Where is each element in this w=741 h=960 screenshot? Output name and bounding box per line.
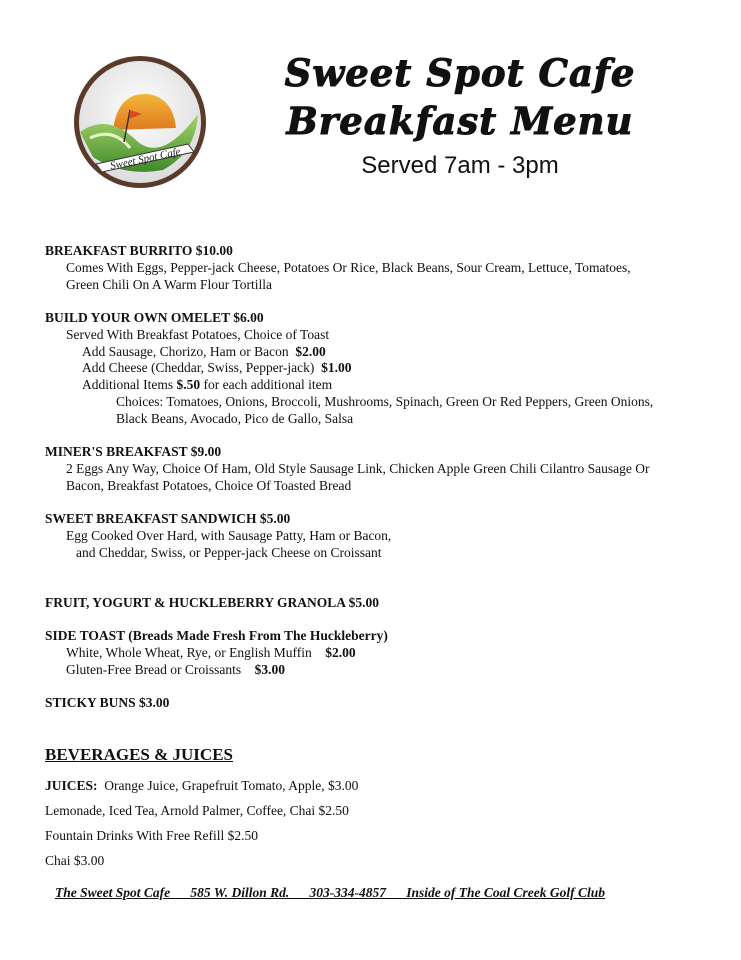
beverages-heading: BEVERAGES & JUICES [45, 745, 233, 764]
omelet-choices-2: Black Beans, Avocado, Pico de Gallo, Salsa [116, 411, 354, 426]
cafe-logo [68, 52, 213, 192]
footer-info: The Sweet Spot Cafe 585 W. Dillon Rd. 303-334-4857 Inside of The Coal Creek Golf Club [55, 885, 606, 900]
cafe-title: Sweet Spot Cafe [284, 51, 636, 95]
item-sticky-title: STICKY BUNS $3.00 [45, 695, 170, 710]
menu-title: Breakfast Menu [286, 99, 634, 143]
omelet-addon-additional [82, 377, 332, 393]
addon-meat-price: $2.00 [295, 344, 326, 359]
juices-label: JUICES: [45, 778, 98, 793]
item-sandwich-title: SWEET BREAKFAST SANDWICH $5.00 [45, 511, 291, 526]
item-sandwich-desc-2: and Cheddar, Swiss, or Pepper-jack Cheese on Croissant [76, 545, 382, 560]
toast-option-2-price: $3.00 [254, 662, 285, 677]
toast-option-1-text: White, Whole Wheat, Rye, or English Muffin [66, 645, 312, 660]
item-burrito-desc-2: Green Chili On A Warm Flour Tortilla [66, 277, 272, 292]
juices-text: Orange Juice, Grapefruit Tomato, Apple, $3.00 [104, 778, 359, 793]
logo-text: Sweet Spot Cafe [109, 145, 182, 173]
item-omelet-desc: Served With Breakfast Potatoes, Choice of Toast [66, 327, 330, 342]
item-miners-title: MINER'S BREAKFAST $9.00 [45, 444, 222, 459]
addon-meat-text: Add Sausage, Chorizo, Ham or Bacon [82, 344, 289, 359]
item-toast-title: SIDE TOAST (Breads Made Fresh From The Huckleberry) [45, 628, 388, 643]
beverages-juices [45, 778, 358, 794]
item-miners-desc-2: Bacon, Breakfast Potatoes, Choice Of Toasted Bread [66, 478, 352, 493]
addon-additional-note: for each additional item [203, 377, 333, 392]
addon-additional-text: Additional Items [82, 377, 174, 392]
served-hours: Served 7am - 3pm [361, 152, 559, 179]
omelet-addon-meat [82, 344, 326, 360]
addon-cheese-price: $1.00 [321, 360, 352, 375]
item-burrito-desc-1: Comes With Eggs, Pepper-jack Cheese, Potatoes Or Rice, Black Beans, Sour Cream, Lettuce, Tomatoes, [66, 260, 631, 275]
toast-option-2 [66, 662, 285, 678]
omelet-choices-1: Choices: Tomatoes, Onions, Broccoli, Mushrooms, Spinach, Green Or Red Peppers, Green Onions, [116, 394, 654, 409]
toast-option-1-price: $2.00 [325, 645, 356, 660]
beverages-line-3: Fountain Drinks With Free Refill $2.50 [45, 828, 258, 843]
omelet-addon-cheese [82, 360, 352, 376]
beverages-line-2: Lemonade, Iced Tea, Arnold Palmer, Coffee, Chai $2.50 [45, 803, 349, 818]
item-miners-desc-1: 2 Eggs Any Way, Choice Of Ham, Old Style Sausage Link, Chicken Apple Green Chili Cilantro Sausage Or [66, 461, 650, 476]
addon-additional-price: $.50 [176, 377, 201, 392]
toast-option-2-text: Gluten-Free Bread or Croissants [66, 662, 242, 677]
item-omelet-title: BUILD YOUR OWN OMELET $6.00 [45, 310, 264, 325]
item-burrito-title: BREAKFAST BURRITO $10.00 [45, 243, 233, 258]
item-sandwich-desc-1: Egg Cooked Over Hard, with Sausage Patty, Ham or Bacon, [66, 528, 392, 543]
addon-cheese-text: Add Cheese (Cheddar, Swiss, Pepper-jack) [82, 360, 315, 375]
item-granola-title: FRUIT, YOGURT & HUCKLEBERRY GRANOLA $5.00 [45, 595, 379, 610]
beverages-line-4: Chai $3.00 [45, 853, 105, 868]
toast-option-1 [66, 645, 356, 661]
